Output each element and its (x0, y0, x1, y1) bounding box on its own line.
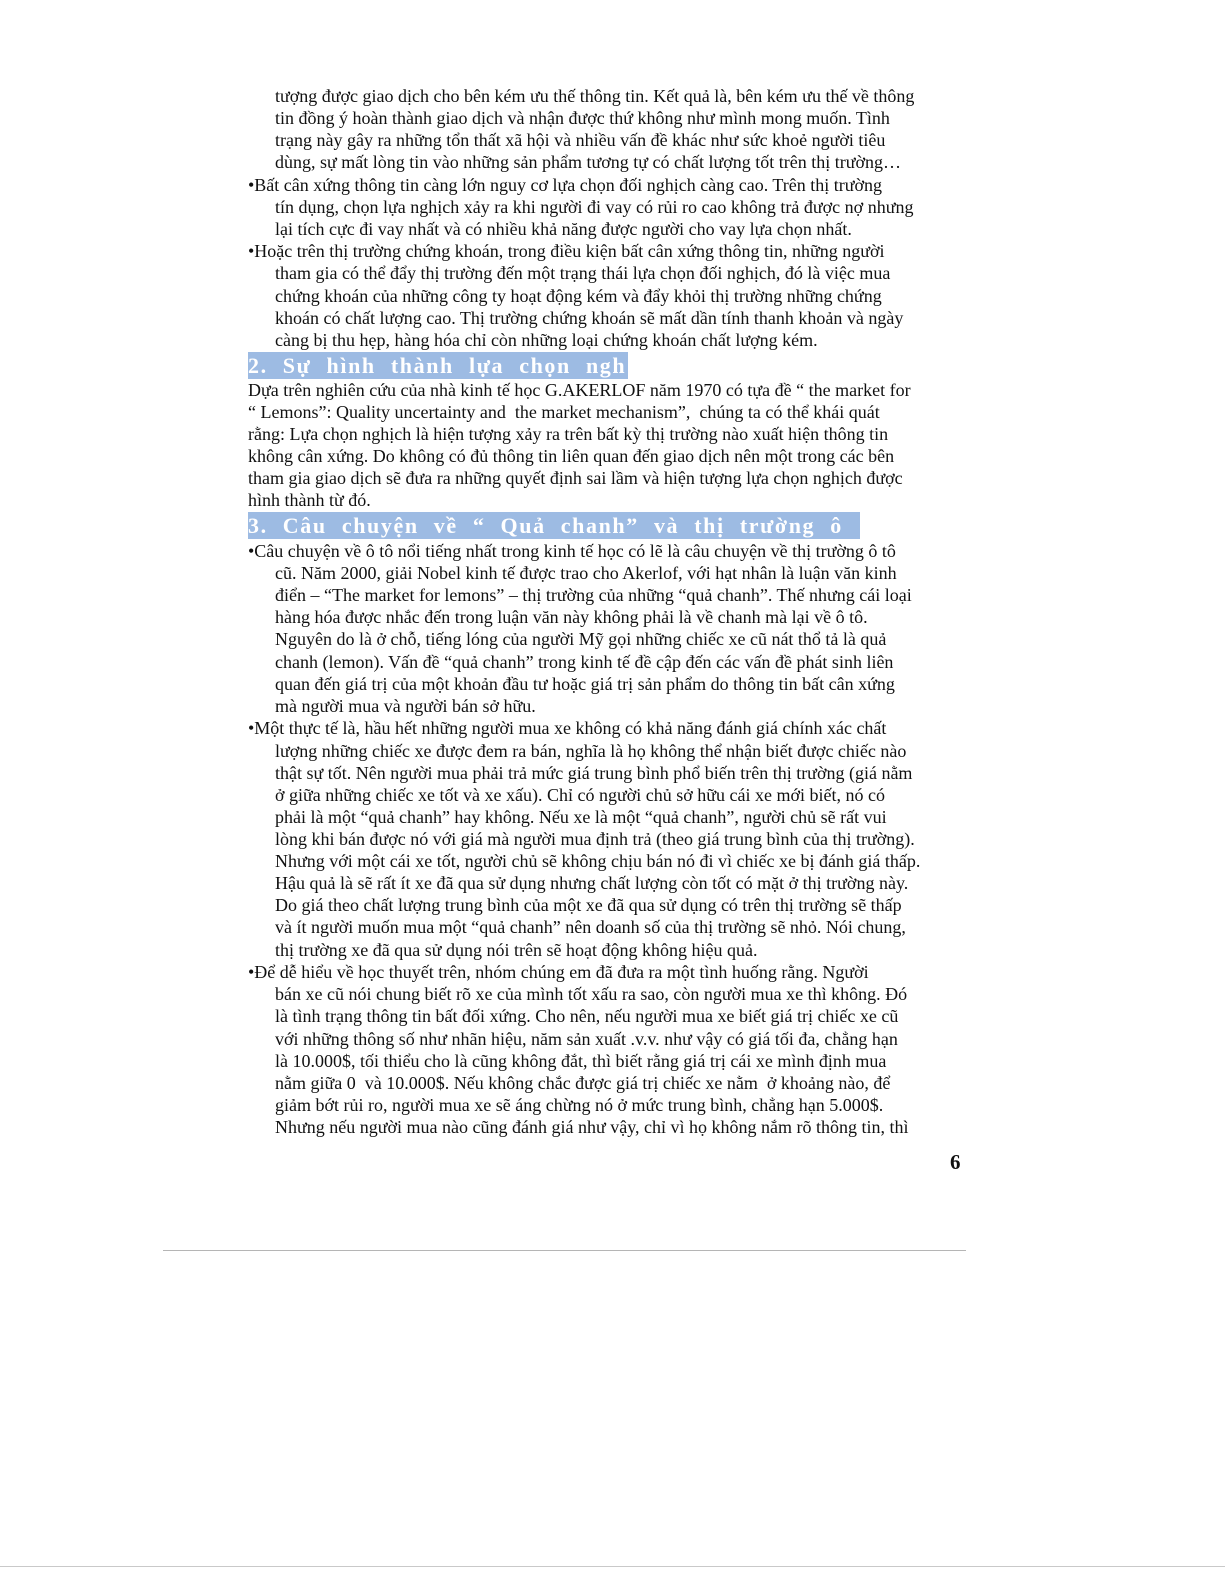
page-number: 6 (950, 1150, 961, 1174)
text-line: Nhưng với một cái xe tốt, người chủ sẽ không chịu bán nó đi vì chiếc xe bị đánh giá thấp. (275, 851, 921, 871)
text-line: khoán có chất lượng cao. Thị trường chứng khoán sẽ mất dần tính thanh khoản và ngày (275, 308, 904, 328)
text-line: lại tích cực đi vay nhất và có nhiều khả năng được người cho vay lựa chọn nhất. (275, 219, 852, 239)
bullet-line: •Một thực tế là, hầu hết những người mua xe không có khả năng đánh giá chính xác chất (248, 718, 887, 738)
text-line: Do giá theo chất lượng trung bình của một xe đã qua sử dụng có trên thị trường sẽ thấp (275, 895, 902, 915)
text-line: tượng được giao dịch cho bên kém ưu thế thông tin. Kết quả là, bên kém ưu thế về thông (275, 86, 915, 106)
text-line: ở giữa những chiếc xe tốt và xe xấu). Chỉ có người chủ sở hữu cái xe mới biết, nó có (275, 785, 885, 805)
text-line: lòng khi bán được nó với giá mà người mua định trả (theo giá trung bình của thị trường). (275, 829, 915, 849)
section-heading-3[interactable]: 3. Câu chuyện về “ Quả chanh” và thị trường ô (248, 513, 858, 538)
text-line: hình thành từ đó. (248, 490, 371, 510)
text-line: chanh (lemon). Vấn đề “quả chanh” trong kinh tế đề cập đến các vấn đề phát sinh liên (275, 652, 894, 672)
section-heading-2[interactable]: 2. Sự hình thành lựa chọn ngh (248, 353, 627, 378)
text-line: Nguyên do là ở chỗ, tiếng lóng của người Mỹ gọi những chiếc xe cũ nát thổ tả là quả (275, 629, 887, 649)
bullet-line: •Để dễ hiểu về học thuyết trên, nhóm chúng em đã đưa ra một tình huống rằng. Người (248, 962, 869, 982)
text-line: “ Lemons”: Quality uncertainty and the market mechanism”, chúng ta có thể khái quát (248, 402, 880, 422)
text-line: càng bị thu hẹp, hàng hóa chỉ còn những loại chứng khoán chất lượng kém. (275, 330, 818, 350)
text-line: và ít người muốn mua một “quả chanh” nên doanh số của thị trường sẽ nhỏ. Nói chung, (275, 917, 906, 937)
text-line: cũ. Năm 2000, giải Nobel kinh tế được trao cho Akerlof, với hạt nhân là luận văn kinh (275, 563, 897, 583)
text-line: rằng: Lựa chọn nghịch là hiện tượng xảy ra trên bất kỳ thị trường nào xuất hiện thông tin (248, 424, 889, 444)
bullet-line: •Hoặc trên thị trường chứng khoán, trong điều kiện bất cân xứng thông tin, những người (248, 241, 885, 261)
text-line: Nhưng nếu người mua nào cũng đánh giá như vậy, chỉ vì họ không nắm rõ thông tin, thì (275, 1117, 909, 1137)
text-line: Dựa trên nghiên cứu của nhà kinh tế học G.AKERLOF năm 1970 có tựa đề “ the market for (248, 380, 911, 400)
text-line: mà người mua và người bán sở hữu. (275, 696, 536, 716)
text-line: với những thông số như nhãn hiệu, năm sản xuất .v.v. như vậy có giá tối đa, chẳng hạn (275, 1029, 898, 1049)
text-line: nằm giữa 0 và 10.000$. Nếu không chắc được giá trị chiếc xe nằm ở khoảng nào, để (275, 1073, 891, 1093)
text-line: bán xe cũ nói chung biết rõ xe của mình tốt xấu ra sao, còn người mua xe thì không. Đó (275, 984, 908, 1004)
text-line: là tình trạng thông tin bất đối xứng. Cho nên, nếu người mua xe biết giá trị chiếc xe cũ (275, 1006, 899, 1026)
text-line: lượng những chiếc xe được đem ra bán, nghĩa là họ không thể nhận biết được chiếc nào (275, 741, 907, 761)
text-line: thị trường xe đã qua sử dụng nói trên sẽ hoạt động không hiệu quả. (275, 940, 758, 960)
text-line: chứng khoán của những công ty hoạt động kém và đẩy khỏi thị trường những chứng (275, 286, 882, 306)
text-line: tham gia giao dịch sẽ đưa ra những quyết định sai lầm và hiện tượng lựa chọn nghịch được (248, 468, 903, 488)
text-line: dùng, sự mất lòng tin vào những sản phẩm tương tự có chất lượng tốt trên thị trường… (275, 152, 902, 172)
text-line: giảm bớt rủi ro, người mua xe sẽ áng chừng nó ở mức trung bình, chẳng hạn 5.000$. (275, 1095, 884, 1115)
text-line: Hậu quả là sẽ rất ít xe đã qua sử dụng nhưng chất lượng còn tốt có mặt ở thị trường này. (275, 873, 909, 893)
text-line: hàng hóa được nhắc đến trong luận văn này không phải là về chanh mà lại về ô tô. (275, 607, 868, 627)
text-line: tham gia có thể đẩy thị trường đến một trạng thái lựa chọn đối nghịch, đó là việc mua (275, 263, 891, 283)
text-line: thật sự tốt. Nên người mua phải trả mức giá trung bình phổ biến trên thị trường (giá nằm (275, 763, 913, 783)
bullet-line: •Câu chuyện về ô tô nổi tiếng nhất trong kinh tế học có lẽ là câu chuyện về thị trường ô tô (248, 541, 896, 561)
text-line: không cân xứng. Do không có đủ thông tin liên quan đến giao dịch nên một trong các bên (248, 446, 895, 466)
text-line: trạng này gây ra những tổn thất xã hội và nhiều vấn đề khác như sức khoẻ người tiêu (275, 130, 886, 150)
text-line: phải là một “quả chanh” hay không. Nếu xe là một “quả chanh”, người chủ sẽ rất vui (275, 807, 887, 827)
text-line: điển – “The market for lemons” – thị trường của những “quả chanh”. Thế nhưng cái loại (275, 585, 912, 605)
text-line: quan đến giá trị của một khoản đầu tư hoặc giá trị sản phẩm do thông tin bất cân xứng (275, 674, 895, 694)
text-line: là 10.000$, tối thiểu cho là cũng không đắt, thì biết rằng giá trị cái xe mình định mua (275, 1051, 887, 1071)
text-line: tín dụng, chọn lựa nghịch xảy ra khi người đi vay có rủi ro cao không trả được nợ nhưng (275, 197, 914, 217)
window-bottom-edge (0, 1566, 1225, 1567)
bullet-line: •Bất cân xứng thông tin càng lớn nguy cơ lựa chọn đối nghịch càng cao. Trên thị trường (248, 175, 883, 195)
page-break-divider (163, 1250, 966, 1251)
text-line: tin đồng ý hoàn thành giao dịch và nhận được thứ không như mình mong muốn. Tình (275, 108, 890, 128)
